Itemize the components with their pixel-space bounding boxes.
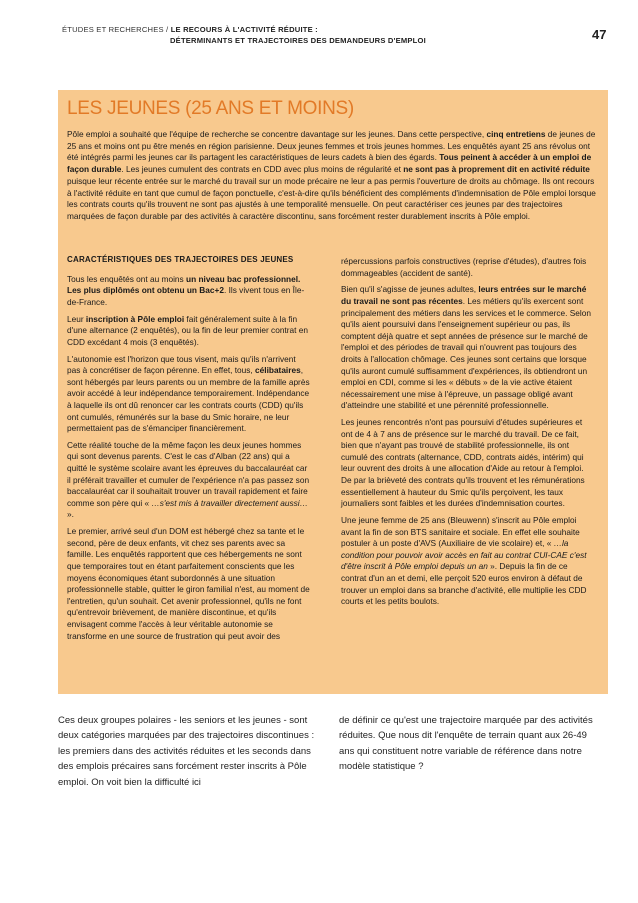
- text-run: Tous les enquêtés ont au moins: [67, 273, 186, 284]
- header-title-line1: LE RECOURS À L'ACTIVITÉ RÉDUITE :: [170, 25, 318, 34]
- text-run: ».: [67, 509, 74, 520]
- right-paragraph: [341, 515, 593, 608]
- header-title-line2: DÉTERMINANTS ET TRAJECTOIRES DES DEMANDEURS D'EMPLOI: [170, 36, 426, 45]
- body-text-right: de définir ce qu'est une trajectoire marquée par des activités réduites. Que nous dit l'enquête de terrain quant aux 26-49 ans qui constituent notre variable de référence dans notre modèle statistique ?: [339, 715, 593, 773]
- left-paragraph: [67, 314, 311, 349]
- text-run: Bien qu'il s'agisse de jeunes adultes,: [341, 284, 479, 295]
- running-header: [62, 24, 532, 46]
- left-paragraph: [67, 526, 311, 642]
- boxout-right-column: [341, 256, 593, 613]
- text-run: . Ils vivent tous en Île-de-France.: [67, 285, 305, 307]
- text-run: L'autonomie est l'horizon que tous visent, mais qu'ils n'arrivent pas à concrétiser de façon pérenne. En effet, tous,: [67, 353, 296, 376]
- left-paragraph: [67, 440, 311, 521]
- emphasis-text: ne sont pas à proprement dit en activité réduite: [403, 164, 590, 175]
- boxout-title: LES JEUNES (25 ANS ET MOINS): [67, 98, 354, 119]
- section-title: CARACTÉRISTIQUES DES TRAJECTOIRES DES JEUNES: [67, 255, 294, 264]
- body-text-left: Ces deux groupes polaires - les seniors et les jeunes - sont deux catégories marquées par des trajectoires discontinues : les premiers dans des activités réduites et les seconds dans des emplois précaires sans forcément rester inscrits à Pôle emploi. On voit bien la difficulté ici: [58, 715, 315, 788]
- quoted-text: …s'est mis à travailler directement aussi…: [151, 497, 308, 508]
- text-run: Pôle emploi a souhaité que l'équipe de recherche se concentre davantage sur les jeunes. Dans cette perspective,: [67, 129, 487, 139]
- text-run: Une jeune femme de 25 ans (Bleuwenn) s'inscrit au Pôle emploi avant la fin de son BTS sanitaire et sociale. En effet elle souhaite postuler à un poste d'AVS (Auxiliaire de vie scolaire) et, «: [341, 515, 580, 549]
- text-run: . Les jeunes cumulent des contrats en CDD avec plus moins de régularité et: [121, 164, 404, 175]
- text-run: répercussions parfois constructives (reprise d'études), d'autres fois dommageables (accident de santé).: [341, 256, 587, 278]
- left-paragraph: [67, 274, 311, 309]
- quoted-text: …la condition pour pouvoir avoir accès en fait au contrat CUI-CAE c'est d'être inscrit à Pôle emploi depuis un an: [341, 538, 587, 572]
- text-run: , sont hébergés par leurs parents ou un membre de la famille après avoir accédé à leur indépendance temporairement. Indépendance à laquelle ils ont dû renoncer car les contrats courts (CDD) qu'ils ont cumulés, rémunérés sur la base du Smic horaire, ne leur permettaient pas de s'émanciper financièrement.: [67, 365, 310, 434]
- text-run: fait généralement suite à la fin d'une alternance (2 enquêtés), ou la fin de leur premier contrat en CDD excédant 4 mois (3 enquêtés).: [67, 313, 308, 347]
- page-number: 47: [592, 27, 607, 42]
- text-run: ». Depuis la fin de ce contrat d'un an et demi, elle perçoit 520 euros environ à défaut de trouver un emploi dans sa branche d'activité, elle multiplie les CDD courts et les petits boulots.: [341, 561, 587, 607]
- right-paragraph: [341, 256, 593, 279]
- header-series-label: ÉTUDES ET RECHERCHES /: [62, 25, 169, 34]
- left-paragraph: [67, 354, 311, 435]
- text-run: de jeunes de 25 ans et moins ont pu être menés en région parisienne. Deux jeunes femmes et trois jeunes hommes. Les enquêtés ayant 25 ans révolus ont été intégrés parmi les jeunes car ils partagent les caractéristiques de leurs cadets à bien des égards.: [67, 129, 596, 163]
- text-run: Le premier, arrivé seul d'un DOM est hébergé chez sa tante et le second, père de deux enfants, vit chez ses parents avec sa famille. Les enquêtés rapportent que ces hébergements ne sont que temporaires tout en étant parfaitement conscients que les moyens économiques étant subordonnés à une situation professionnelle stable, quitter le giron familial n'est, au moment de l'entretien, qu'un souhait. Cet avenir professionnel, qu'ils ne font qu'entrevoir brièvement, de manière discontinue, et qu'ils envisagent comme l'accès à leur véritable autonomie se transforme en une source de frustration qui peut avoir des: [67, 526, 310, 641]
- emphasis-text: Tous peinent à accéder à un emploi de façon durable: [67, 152, 592, 175]
- boxout-intro: [67, 129, 601, 223]
- text-run: Cette réalité touche de la même façon les deux jeunes hommes qui sont devenus parents. C'est le cas d'Alban (22 ans) qui a quitté le système scolaire avant les épreuves du baccalauréat car il préférait travailler et cumuler de l'expérience n'a pas passez son baccalauréat car il souhaitait trouver un travail rapidement et faire comme son père qui «: [67, 439, 310, 508]
- text-run: puisque leur récente entrée sur le marché du travail sur un mode précaire ne leur a pas permis l'ouverture de droits au chômage. Ils ont recours à l'activité réduite en tant que cumul de façon ponctuelle, c'est-à-dire qu'ils bénéficient des compléments d'indemnisation de Pôle emploi lorsque les contrats courts qu'ils trouvent ne sont pas ajustés à une temporalité mensuelle. On peut caractériser ces jeunes par des trajectoires marquées de façon durable par des activités à caractère discontinu, sans forcément rester durablement inscrits à Pôle emploi.: [67, 175, 596, 221]
- youth-boxout: [58, 90, 608, 694]
- right-paragraph: [341, 417, 593, 510]
- text-run: Leur: [67, 313, 86, 324]
- emphasis-text: leurs entrées sur le marché du travail ne sont pas récentes: [341, 284, 587, 306]
- text-run: . Les métiers qu'ils exercent sont principalement des métiers dans les services et le commerce. Selon qu'ils aient poursuivi dans l'enseignement supérieur ou pas, ils comptent déjà quatre et sept années de présence sur le marché de l'emploi et des périodes de travail qui n'ouvrent pas toujours des droits à l'allocation chômage. Ces jeunes sont certains que lorsque qu'ils auront cumulé suffisamment d'expériences, ils obtiendront un emploi en CDI, comme si les « débuts » de la vie active étaient nécessairement une mise à l'épreuve, un passage obligé avant d'atteindre une stabilité et une pérennité professionnelle.: [341, 295, 591, 411]
- text-run: Les jeunes rencontrés n'ont pas poursuivi d'études supérieures et ont de 4 à 7 ans de présence sur le marché du travail. De ce fait, bien que n'ayant pas trouvé de stabilité professionnelle, ils ont cumulé des contrats (alternance, CDD, contrats aidés, intérim) qui leur ouvrent des droits à une allocation d'Aide au retour à l'emploi. De par la brièveté des contrats qu'ils trouvent et les rémunérations essentiellement à hauteur du Smic qu'ils perçoivent, les taux journaliers sont faibles et les durées d'indemnisation courtes.: [341, 417, 585, 509]
- boxout-left-column: [67, 254, 311, 647]
- emphasis-text: un niveau bac professionnel. Les plus diplômés ont obtenu un Bac+2: [67, 273, 301, 296]
- emphasis-text: inscription à Pôle emploi: [85, 313, 185, 324]
- emphasis-text: cinq entretiens: [486, 129, 546, 139]
- right-paragraph: [341, 284, 593, 412]
- emphasis-text: célibataires: [255, 365, 301, 376]
